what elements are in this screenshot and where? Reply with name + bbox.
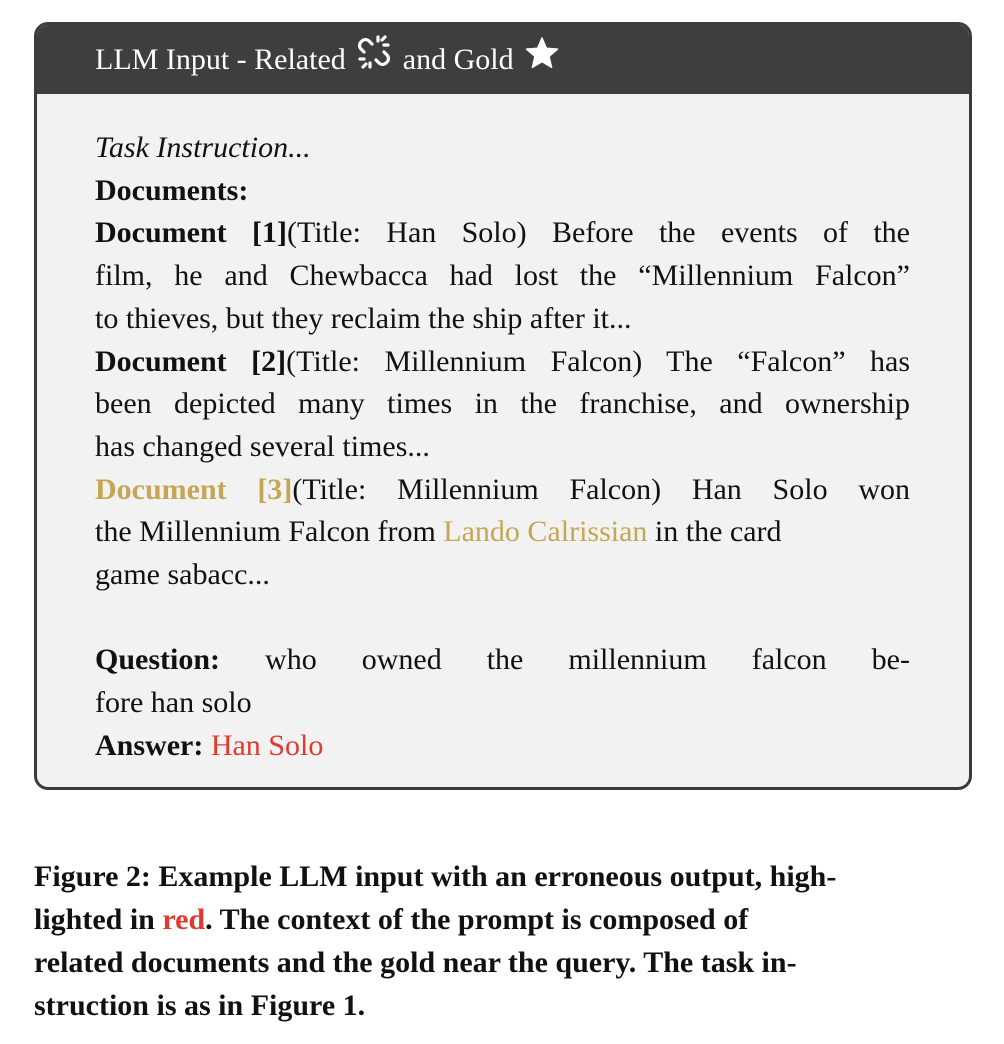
document-2-label: Document [2] bbox=[95, 344, 287, 378]
box-title-part1: LLM Input - Related bbox=[95, 43, 346, 76]
box-title-part2: and Gold bbox=[402, 43, 514, 76]
answer-line bbox=[95, 725, 910, 768]
document-1-text-3: to thieves, but they reclaim the ship after it... bbox=[95, 301, 632, 335]
gold-entity-highlight: Lando Calrissian bbox=[443, 515, 648, 549]
document-3-line-1 bbox=[95, 469, 910, 512]
prompt-body bbox=[95, 127, 910, 768]
caption-line-4: struction is as in Figure 1. bbox=[34, 989, 366, 1022]
document-3-line-2 bbox=[95, 511, 910, 554]
caption-line-1: Figure 2: Example LLM input with an erroneous output, high- bbox=[34, 860, 837, 893]
document-2-text-2: been depicted many times in the franchise, and ownership bbox=[95, 387, 910, 421]
document-3-text-3: game sabacc... bbox=[95, 558, 270, 592]
document-3-text-2b: in the card bbox=[647, 515, 782, 549]
caption-line-2 bbox=[34, 898, 970, 941]
document-3-text-1: (Title: Millennium Falcon) Han Solo won bbox=[292, 472, 910, 506]
document-3-label: Document [3] bbox=[95, 472, 293, 506]
documents-label: Documents: bbox=[95, 173, 249, 207]
document-3-text-2a: the Millennium Falcon from bbox=[95, 515, 444, 549]
caption-text-2b: . The context of the prompt is composed of bbox=[205, 903, 749, 936]
question-text-1: who owned the millennium falcon be- bbox=[265, 643, 910, 677]
caption-text-2a: lighted in bbox=[34, 903, 163, 936]
document-1-line-1 bbox=[95, 212, 910, 255]
caption-line-3: related documents and the gold near the query. The task in- bbox=[34, 946, 797, 979]
caption-red-word: red bbox=[162, 903, 206, 936]
spacer bbox=[95, 597, 910, 640]
broken-link-icon bbox=[357, 25, 391, 94]
question-line-1 bbox=[95, 639, 910, 682]
document-1-label: Document [1] bbox=[95, 216, 287, 250]
document-2-text-3: has changed several times... bbox=[95, 429, 430, 463]
answer-value: Han Solo bbox=[210, 728, 324, 762]
star-icon bbox=[525, 25, 559, 94]
document-2-line-1 bbox=[95, 341, 910, 384]
question-text-2: fore han solo bbox=[95, 686, 252, 720]
task-instruction: Task Instruction... bbox=[95, 131, 311, 164]
document-1-text-1: (Title: Han Solo) Before the events of the bbox=[287, 216, 910, 250]
answer-label: Answer: bbox=[95, 728, 204, 762]
document-1-text-2: film, he and Chewbacca had lost the “Millennium Falcon” bbox=[95, 259, 910, 293]
figure-caption bbox=[34, 855, 970, 1027]
document-2-text-1: (Title: Millennium Falcon) The “Falcon” has bbox=[286, 344, 910, 378]
llm-input-box bbox=[34, 22, 972, 790]
question-label: Question: bbox=[95, 643, 221, 677]
box-header bbox=[37, 25, 969, 94]
